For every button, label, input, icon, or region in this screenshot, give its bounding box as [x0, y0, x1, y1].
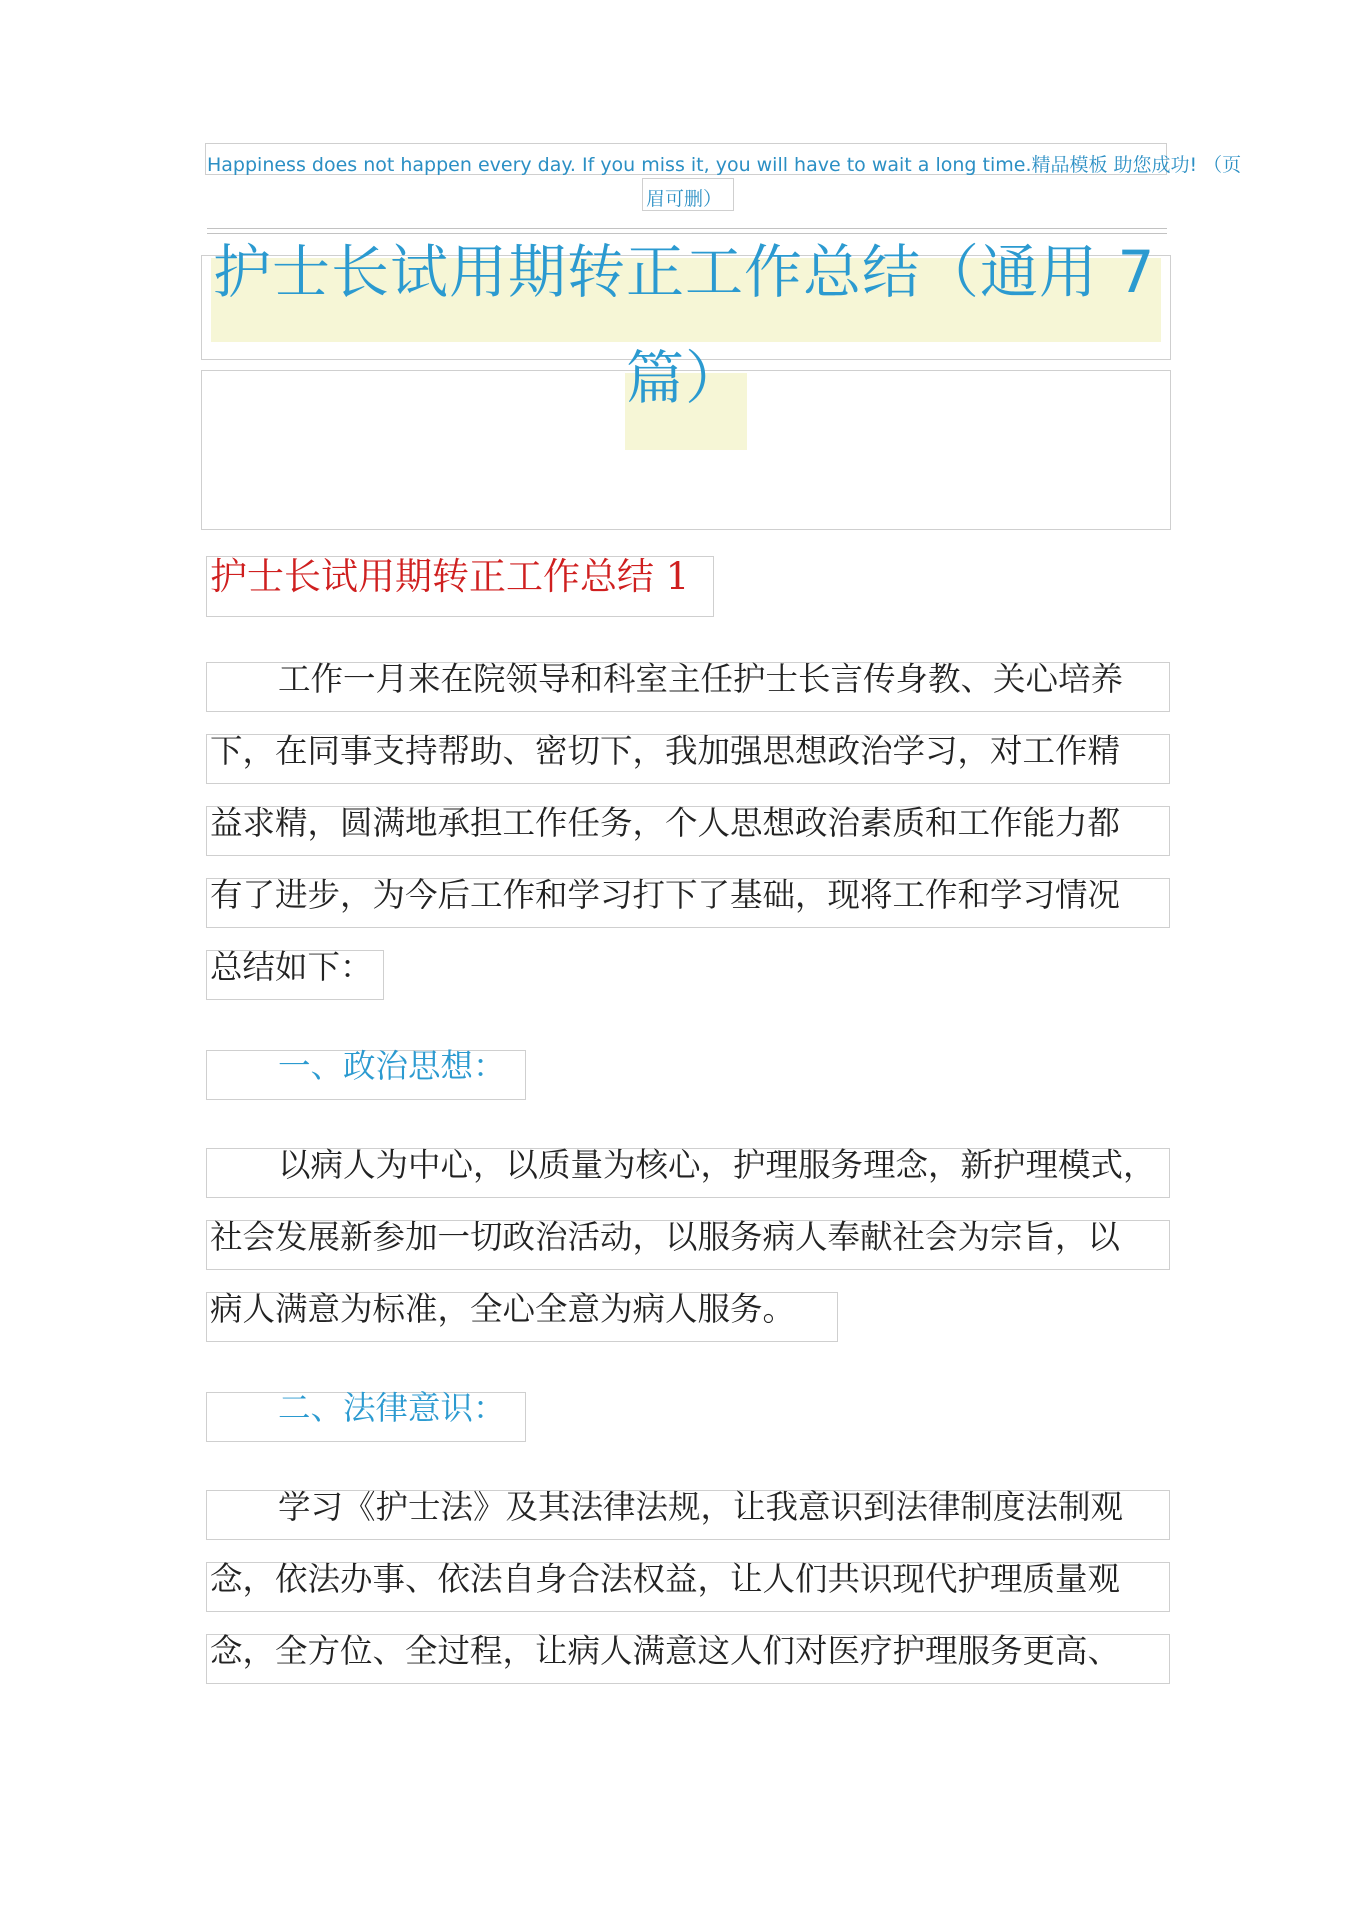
subsection-heading: 一、政治思想：: [278, 1047, 506, 1085]
subsection-line: 念，依法办事、依法自身合法权益，让人们共识现代护理质量观: [210, 1560, 1121, 1598]
intro-line: 下，在同事支持帮助、密切下，我加强思想政治学习，对工作精: [210, 732, 1121, 770]
intro-line: 有了进步，为今后工作和学习打下了基础，现将工作和学习情况: [210, 876, 1121, 914]
header-text-line2: 眉可删）: [646, 188, 723, 210]
header-text: Happiness does not happen every day. If you miss it, you will have to wait a long time.精品模板 助您成功! （页: [207, 154, 1242, 176]
intro-line: 工作一月来在院领导和科室主任护士长言传身教、关心培养: [278, 660, 1124, 698]
subsection-line: 念，全方位、全过程，让病人满意这人们对医疗护理服务更高、: [210, 1632, 1121, 1670]
section-heading: 护士长试用期转正工作总结 1: [210, 555, 690, 598]
document-title-line2: 篇）: [626, 344, 745, 412]
subsection-line: 病人满意为标准，全心全意为病人服务。: [210, 1290, 796, 1328]
subsection-line: 社会发展新参加一切政治活动，以服务病人奉献社会为宗旨，以: [210, 1218, 1121, 1256]
intro-line: 总结如下：: [210, 948, 373, 986]
subsection-heading: 二、法律意识：: [278, 1389, 506, 1427]
subsection-line: 以病人为中心，以质量为核心，护理服务理念，新护理模式，: [278, 1146, 1156, 1184]
subsection-line: 学习《护士法》及其法律法规，让我意识到法律制度法制观: [278, 1488, 1124, 1526]
document-title: 护士长试用期转正工作总结（通用 7: [213, 238, 1156, 306]
intro-line: 益求精，圆满地承担工作任务，个人思想政治素质和工作能力都: [210, 804, 1121, 842]
